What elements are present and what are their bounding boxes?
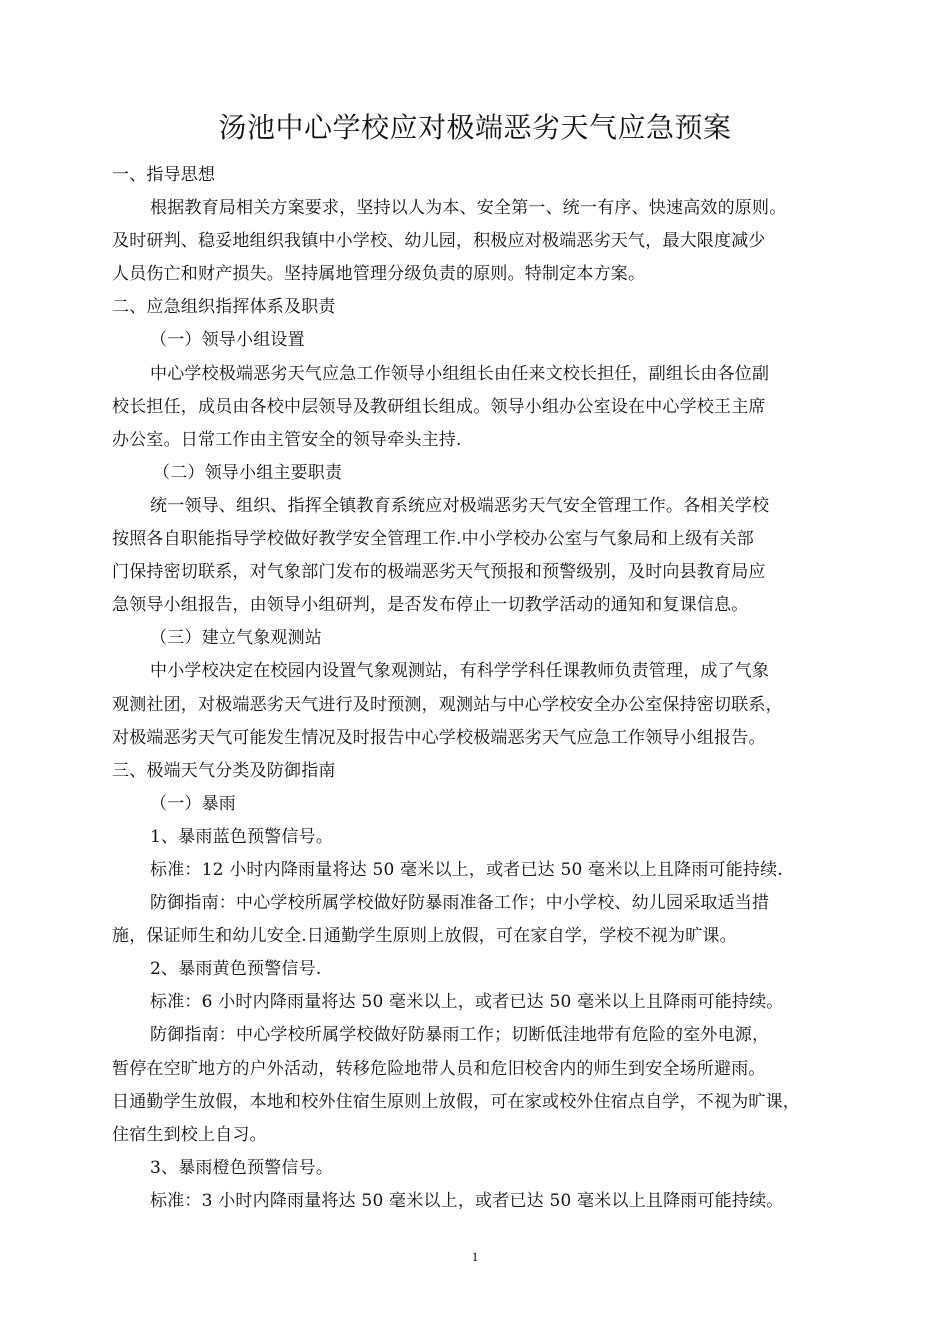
paragraph-line: 标准：3 小时内降雨量将达 50 毫米以上，或者已达 50 毫米以上且降雨可能持续。: [150, 1190, 784, 1211]
subsection-heading-weather-station: （三）建立气象观测站: [150, 628, 322, 649]
subsection-heading-rainstorm: （一）暴雨: [150, 793, 236, 814]
item-heading-yellow-warning: 2、暴雨黄色预警信号.: [150, 959, 322, 980]
paragraph-line: 标准：12 小时内降雨量将达 50 毫米以上，或者已达 50 毫米以上且降雨可能持续.: [150, 859, 783, 880]
paragraph-line: 校长担任，成员由各校中层领导及教研组长组成。领导小组办公室设在中心学校王主席: [112, 396, 766, 417]
subsection-heading-duties: （二）领导小组主要职责: [153, 462, 343, 483]
section-heading-guiding-thought: 一、指导思想: [112, 165, 216, 185]
paragraph-line: 施，保证师生和幼儿安全.日通勤学生原则上放假，可在家自学，学校不视为旷课。: [112, 926, 737, 947]
paragraph-line: 根据教育局相关方案要求，坚持以人为本、安全第一、统一有序、快速高效的原则。: [150, 198, 787, 219]
paragraph-line: 门保持密切联系，对气象部门发布的极端恶劣天气预报和预警级别，及时向县教育局应: [112, 562, 766, 583]
section-heading-weather-categories: 三、极端天气分类及防御指南: [112, 760, 336, 781]
paragraph-line: 防御指南：中心学校所属学校做好防暴雨准备工作；中小学校、幼儿园采取适当措: [150, 893, 770, 914]
document-title: 汤池中心学校应对极端恶劣天气应急预案: [218, 111, 732, 144]
paragraph-line: 办公室。日常工作由主管安全的领导牵头主持.: [112, 429, 462, 450]
item-heading-blue-warning: 1、暴雨蓝色预警信号。: [150, 826, 334, 847]
paragraph-line: 按照各自职能指导学校做好教学安全管理工作.中小学校办公室与气象局和上级有关部: [112, 529, 755, 550]
section-heading-command-system: 二、应急组织指挥体系及职责: [112, 297, 336, 318]
paragraph-line: 及时研判、稳妥地组织我镇中小学校、幼儿园，积极应对极端恶劣天气，最大限度减少: [112, 231, 766, 252]
paragraph-line: 急领导小组报告，由领导小组研判，是否发布停止一切教学活动的通知和复课信息。: [112, 595, 749, 616]
paragraph-line: 观测社团，对极端恶劣天气进行及时预测，观测站与中心学校安全办公室保持密切联系，: [112, 694, 783, 715]
subsection-heading-leadership-group: （一）领导小组设置: [150, 330, 305, 351]
paragraph-line: 对极端恶劣天气可能发生情况及时报告中心学校极端恶劣天气应急工作领导小组报告。: [112, 727, 766, 748]
paragraph-line: 日通勤学生放假，本地和校外住宿生原则上放假，可在家或校外住宿点自学，不视为旷课，: [112, 1091, 800, 1112]
paragraph-line: 标准：6 小时内降雨量将达 50 毫米以上，或者已达 50 毫米以上且降雨可能持续。: [150, 992, 784, 1013]
paragraph-line: 防御指南：中心学校所属学校做好防暴雨工作；切断低洼地带有危险的室外电源，: [150, 1025, 770, 1046]
paragraph-line: 暂停在空旷地方的户外活动，转移危险地带人员和危旧校舍内的师生到安全场所避雨。: [112, 1058, 766, 1079]
paragraph-line: 人员伤亡和财产损失。坚持属地管理分级负责的原则。特制定本方案。: [112, 264, 646, 285]
paragraph-line: 中小学校决定在校园内设置气象观测站，有科学学科任课教师负责管理，成了气象: [150, 661, 770, 682]
paragraph-line: 统一领导、组织、指挥全镇教育系统应对极端恶劣天气安全管理工作。各相关学校: [150, 495, 770, 516]
paragraph-line: 中心学校极端恶劣天气应急工作领导小组组长由任来文校长担任，副组长由各位副: [150, 363, 770, 384]
paragraph-line: 住宿生到校上自习。: [112, 1124, 267, 1145]
item-heading-orange-warning: 3、暴雨橙色预警信号。: [150, 1157, 334, 1178]
page-number: 1: [471, 1249, 479, 1264]
document-body: [112, 159, 840, 1218]
